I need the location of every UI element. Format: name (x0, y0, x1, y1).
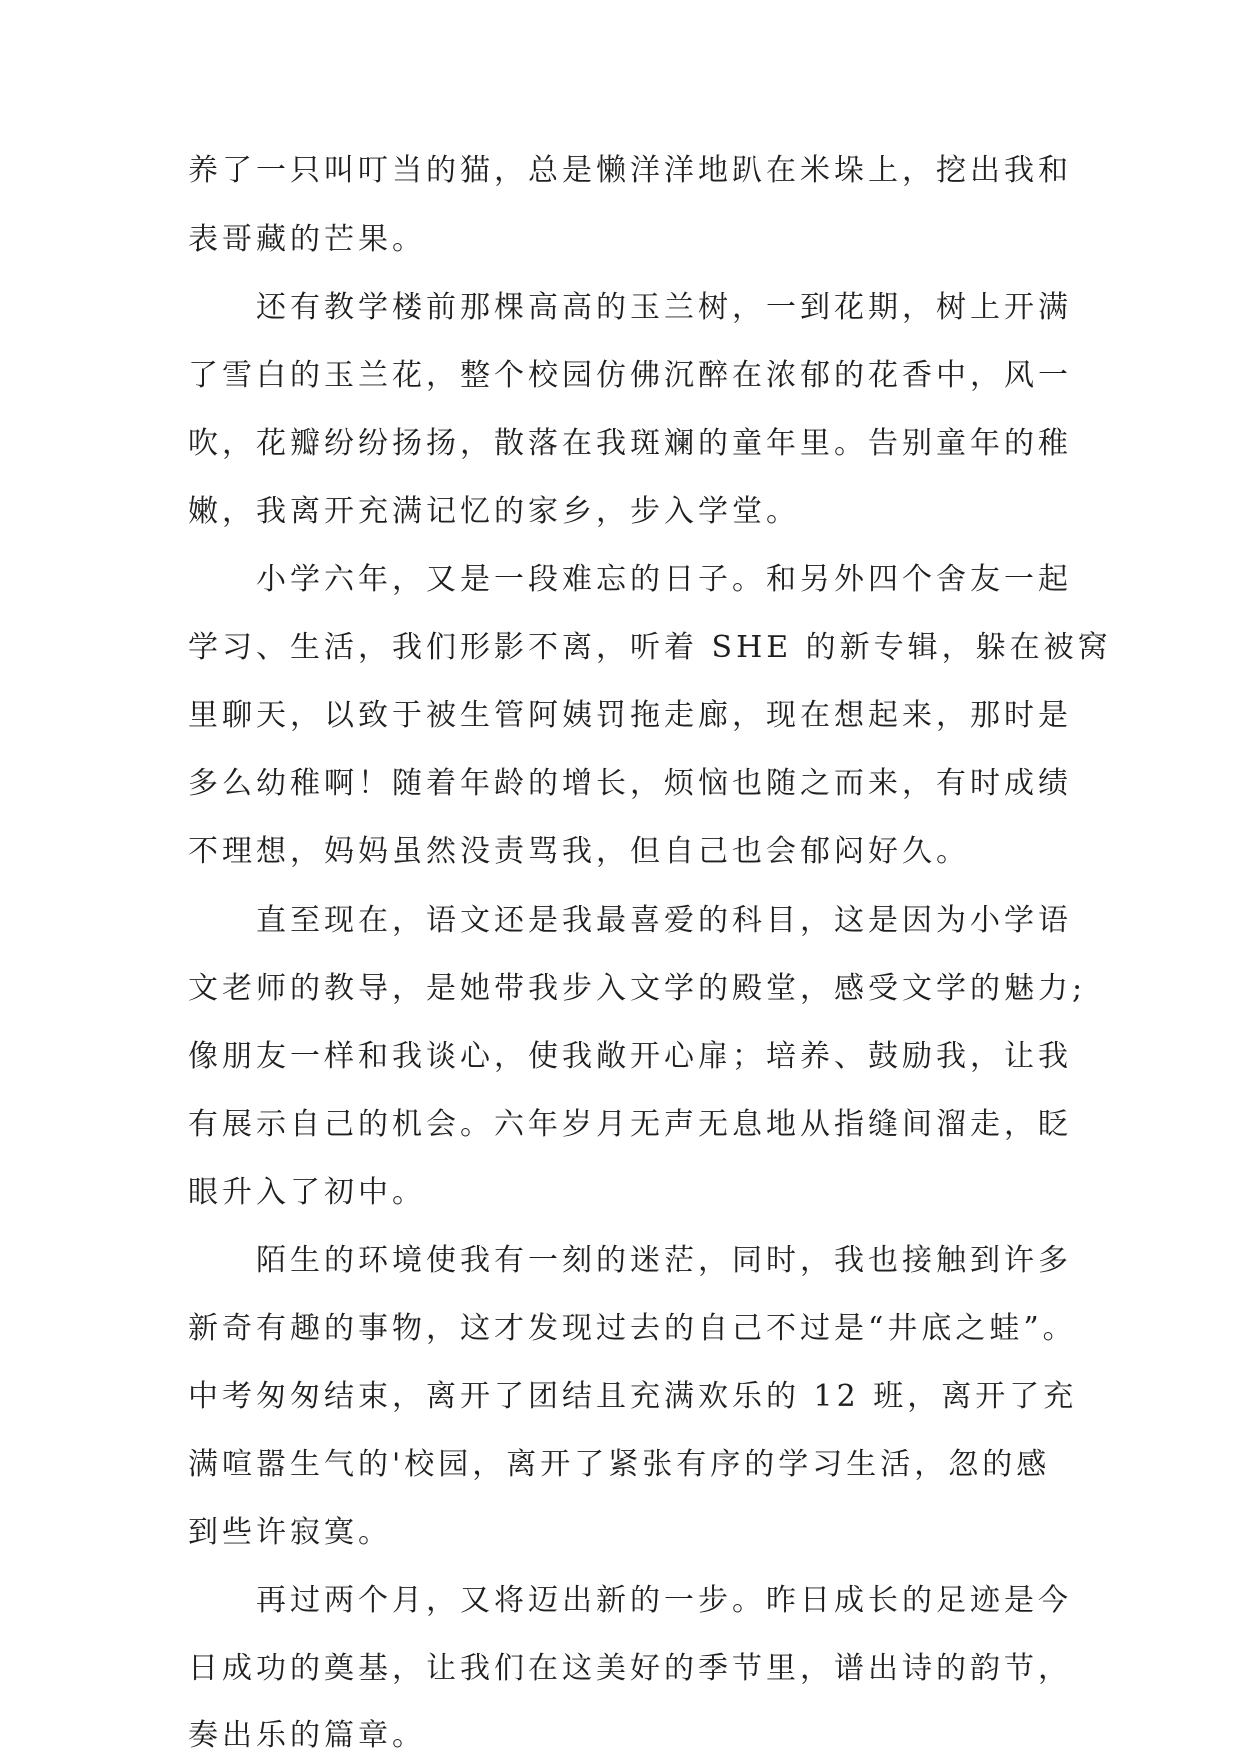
text-line: 了雪白的玉兰花，整个校园仿佛沉醉在浓郁的花香中，风一 (188, 358, 1072, 393)
text-line: 表哥藏的芒果。 (188, 222, 426, 257)
text-line: 吹，花瓣纷纷扬扬，散落在我斑斓的童年里。告别童年的稚 (188, 426, 1072, 461)
text-line: 直至现在，语文还是我最喜爱的科目，这是因为小学语 (256, 903, 1072, 938)
text-line: 嫩，我离开充满记忆的家乡，步入学堂。 (188, 494, 800, 529)
text-line: 满喧嚣生气的'校园，离开了紧张有序的学习生活，忽的感 (188, 1447, 1051, 1482)
text-line: 日成功的奠基，让我们在这美好的季节里，谱出诗的韵节， (188, 1651, 1072, 1686)
text-line: 到些许寂寞。 (188, 1515, 392, 1550)
text-line: 有展示自己的机会。六年岁月无声无息地从指缝间溜走，眨 (188, 1107, 1072, 1142)
text-line: 陌生的环境使我有一刻的迷茫，同时，我也接触到许多 (256, 1243, 1072, 1278)
text-line: 还有教学楼前那棵高高的玉兰树，一到花期，树上开满 (256, 290, 1072, 325)
text-line: 新奇有趣的事物，这才发现过去的自己不过是“井底之蛙”。 (188, 1311, 1077, 1346)
text-line: 再过两个月，又将迈出新的一步。昨日成长的足迹是今 (256, 1583, 1072, 1618)
text-line: 小学六年，又是一段难忘的日子。和另外四个舍友一起 (256, 562, 1072, 597)
text-line: 奏出乐的篇章。 (188, 1718, 426, 1753)
text-line: 文老师的教导，是她带我步入文学的殿堂，感受文学的魅力; (188, 971, 1087, 1006)
text-line: 像朋友一样和我谈心，使我敞开心扉；培养、鼓励我，让我 (188, 1039, 1072, 1074)
text-line: 养了一只叫叮当的猫，总是懒洋洋地趴在米垛上，挖出我和 (188, 153, 1072, 188)
text-line: 里聊天，以致于被生管阿姨罚拖走廊，现在想起来，那时是 (188, 698, 1072, 733)
text-line: 眼升入了初中。 (188, 1175, 426, 1210)
text-line: 不理想，妈妈虽然没责骂我，但自己也会郁闷好久。 (188, 834, 970, 869)
text-line: 学习、生活，我们形影不离，听着 SHE 的新专辑，躲在被窝 (188, 630, 1112, 665)
text-line: 中考匆匆结束，离开了团结且充满欢乐的 12 班，离开了充 (188, 1379, 1078, 1414)
text-line: 多么幼稚啊！随着年龄的增长，烦恼也随之而来，有时成绩 (188, 766, 1072, 801)
